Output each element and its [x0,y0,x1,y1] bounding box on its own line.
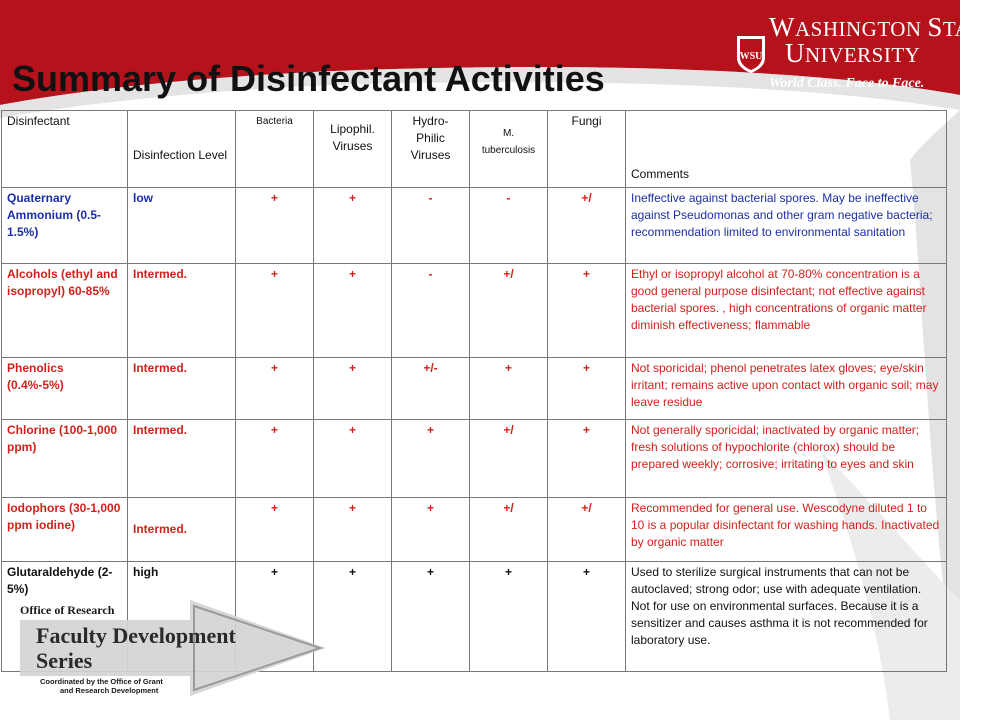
table-row [2,358,947,420]
cell-level: Intermed. [128,498,236,562]
cell-bacteria: + [236,358,314,420]
cell-hydrophilic: - [392,264,470,358]
badge-office: Office of Research [20,603,115,617]
cell-comments: Recommended for general use. Wescodyne diluted 1 to 10 is a popular disinfectant for washing hands. Inactivated by organic matter [626,498,947,562]
cell-fungi: + [548,264,626,358]
cell-lipophil: + [314,188,392,264]
logo-line-2: UNIVERSITY [785,38,921,68]
header-lipophil: Lipophil. Viruses [314,111,392,188]
logo-line-1: WASHINGTON STATE [769,12,995,42]
cell-hydrophilic: + [392,498,470,562]
badge-line1: Faculty Development [36,623,236,648]
cell-hydrophilic: + [392,420,470,498]
header-fungi: Fungi [548,111,626,188]
cell-name: Quaternary Ammonium (0.5-1.5%) [2,188,128,264]
cell-comments: Ethyl or isopropyl alcohol at 70-80% concentration is a good general purpose disinfectant; not effective against bacterial spores. , high concentrations of organic matter diminish effectiveness; flammable [626,264,947,358]
cell-tb: +/ [470,498,548,562]
wsu-logo [735,8,995,98]
cell-name: Iodophors (30-1,000 ppm iodine) [2,498,128,562]
cell-name: Chlorine (100-1,000 ppm) [2,420,128,498]
cell-hydrophilic: + [392,562,470,672]
cell-fungi: +/ [548,188,626,264]
cell-lipophil: + [314,420,392,498]
table-row [2,264,947,358]
header-level: Disinfection Level [128,111,236,188]
cell-bacteria: + [236,420,314,498]
cell-comments: Not generally sporicidal; inactivated by organic matter; fresh solutions of hypochlorite (chlorox) should be prepared weekly; corrosive; irritating to eyes and skin [626,420,947,498]
cell-lipophil: + [314,358,392,420]
cell-tb: + [470,562,548,672]
cell-bacteria: + [236,562,314,672]
header-disinfectant: Disinfectant [2,111,128,188]
cell-fungi: +/ [548,498,626,562]
cell-level: high [128,562,236,672]
table-row [2,498,947,562]
cell-level: low [128,188,236,264]
cell-level: Intermed. [128,358,236,420]
header-hydrophilic: Hydro- Philic Viruses [392,111,470,188]
wsu-seal-icon [735,34,767,74]
table-header-row [2,111,947,188]
cell-fungi: + [548,562,626,672]
cell-comments: Not sporicidal; phenol penetrates latex gloves; eye/skin irritant; remains active upon contact with organic soil; may leave residue [626,358,947,420]
cell-fungi: + [548,358,626,420]
header-tb: M. tuberculosis [470,111,548,188]
cell-level: Intermed. [128,420,236,498]
page-title: Summary of Disinfectant Activities [12,58,605,99]
table-row [2,188,947,264]
cell-level: Intermed. [128,264,236,358]
table-row [2,420,947,498]
header-comments: Comments [626,111,947,188]
cell-name: Alcohols (ethyl and isopropyl) 60-85% [2,264,128,358]
disinfectant-table [1,110,947,672]
cell-comments: Used to sterilize surgical instruments that can not be autoclaved; strong odor; use with adequate ventilation. Not for use on environmental surfaces. Because it is a sensitizer and causes asthma it is not recommended for laboratory use. [626,562,947,672]
cell-lipophil: + [314,264,392,358]
cell-bacteria: + [236,498,314,562]
cell-name: Phenolics (0.4%-5%) [2,358,128,420]
badge-line2: Series [36,648,93,673]
cell-name: Glutaraldehyde (2-5%) [2,562,128,672]
cell-tb: +/ [470,264,548,358]
cell-hydrophilic: - [392,188,470,264]
cell-tb: +/ [470,420,548,498]
cell-hydrophilic: +/- [392,358,470,420]
cell-bacteria: + [236,188,314,264]
cell-tb: + [470,358,548,420]
cell-tb: - [470,188,548,264]
badge-sub2: and Research Development [60,686,159,695]
faculty-development-series-badge [14,598,334,698]
cell-lipophil: + [314,562,392,672]
logo-tagline: World Class. Face to Face. [769,76,925,91]
header-bacteria: Bacteria [236,111,314,188]
cell-lipophil: + [314,498,392,562]
cell-fungi: + [548,420,626,498]
cell-comments: Ineffective against bacterial spores. May be ineffective against Pseudomonas and other gram negative bacteria; recommendation limited to environmental sanitation [626,188,947,264]
badge-sub1: Coordinated by the Office of Grant [40,677,163,686]
cell-bacteria: + [236,264,314,358]
svg-text:WSU: WSU [739,51,763,62]
